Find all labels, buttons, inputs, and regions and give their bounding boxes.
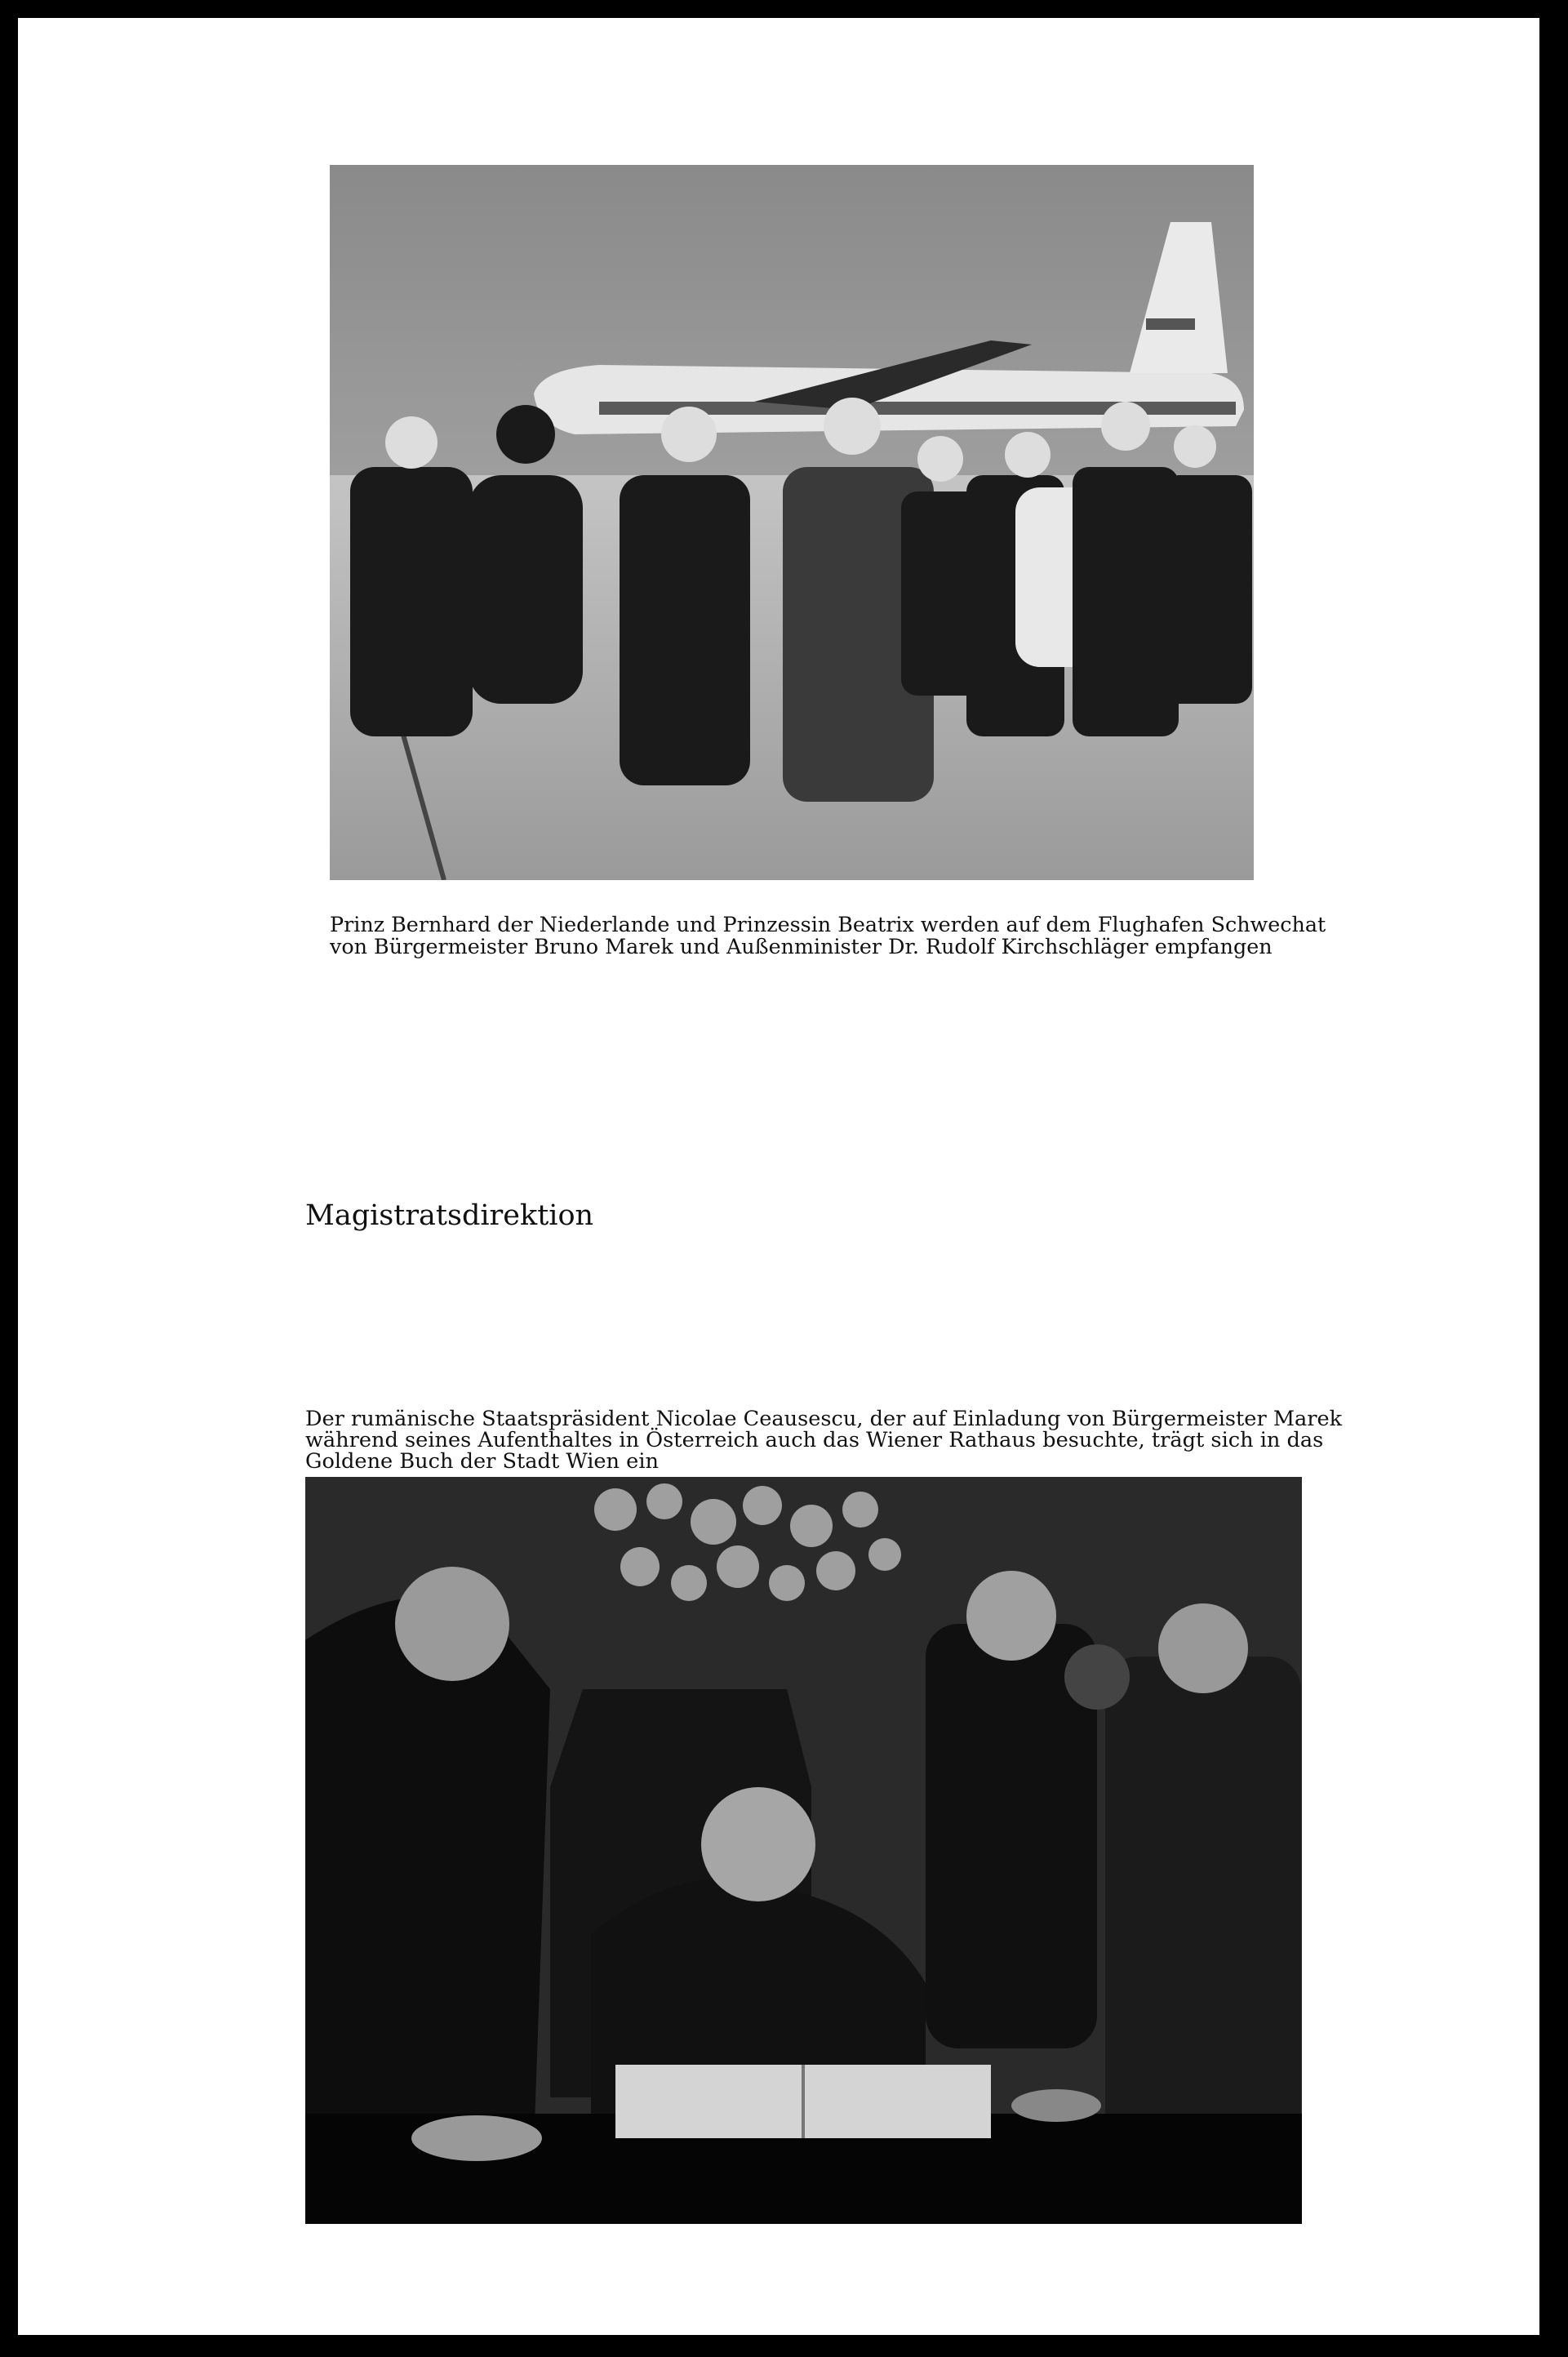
airport-photo-caption [330,912,1326,958]
golden-book-signing-photo [305,1477,1302,2224]
caption-line: von Bürgermeister Bruno Marek und Außenminister Dr. Rudolf Kirchschläger empfangen [330,934,1273,958]
document-page [18,18,1539,2335]
signing-photo-caption [305,1407,1343,1474]
golden-book-signing-photo-icon [305,1477,1302,2224]
caption-line: Prinz Bernhard der Niederlande und Prinzessin Beatrix werden auf dem Flughafen Schwechat [330,912,1326,936]
caption-line: während seines Aufenthaltes in Österreich auch das Wiener Rathaus besuchte, trägt sich in das [305,1428,1324,1452]
section-heading: Magistratsdirektion [305,1199,594,1232]
caption-line: Goldene Buch der Stadt Wien ein [305,1449,659,1474]
airport-arrival-photo [330,165,1254,880]
airport-arrival-photo-icon [330,165,1254,880]
caption-line: Der rumänische Staatspräsident Nicolae Ceausescu, der auf Einladung von Bürgermeister Marek [305,1407,1343,1431]
